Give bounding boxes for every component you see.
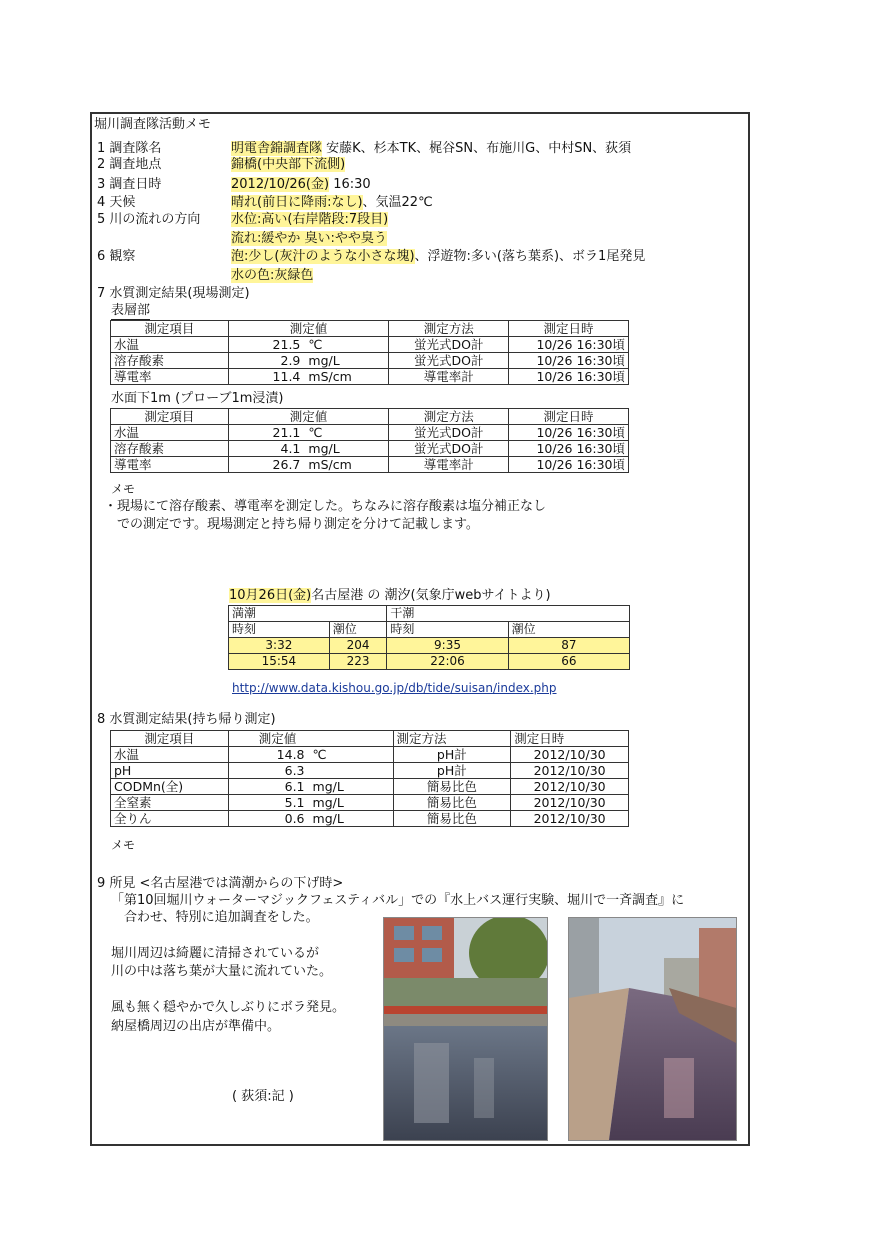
level-cell: 204	[329, 638, 387, 654]
tide-table	[228, 605, 630, 670]
level-cell: 66	[508, 654, 629, 670]
table-header-row	[111, 409, 629, 425]
item-cell: 全窒素	[111, 795, 229, 811]
method-cell: 蛍光式DO計	[389, 353, 509, 369]
date-cell: 2012/10/30	[511, 763, 629, 779]
header-cell: 潮位	[508, 622, 629, 638]
table-row	[111, 425, 629, 441]
memo-label: メモ	[111, 482, 136, 496]
observation-line-1: 堀川周辺は綺麗に清掃されているが	[111, 946, 320, 961]
tide-source-link[interactable]: http://www.data.kishou.go.jp/db/tide/suisan/index.php	[232, 681, 557, 695]
date-cell: 10/26 16:30頃	[509, 441, 629, 457]
header-cell: 測定項目	[111, 409, 229, 425]
table-row	[111, 457, 629, 473]
high-tide-header: 満潮	[229, 606, 387, 622]
table-row	[111, 441, 629, 457]
header-cell: 潮位	[329, 622, 387, 638]
table-header-row	[111, 321, 629, 337]
tide-subheader-row	[229, 622, 630, 638]
item-cell: 水温	[111, 337, 229, 353]
table-row	[229, 638, 630, 654]
item-2-label: 2 調査地点	[97, 157, 162, 172]
item-1-value: 明電舎錦調査隊 安藤K、杉本TK、梶谷SN、布施川G、中村SN、荻須	[231, 141, 632, 156]
method-cell: 簡易比色	[393, 795, 511, 811]
signature: ( 荻須:記 )	[232, 1089, 294, 1104]
header-cell: 時刻	[229, 622, 330, 638]
item-4-value: 晴れ(前日に降雨:なし)、気温22℃	[231, 195, 433, 210]
table-row	[111, 747, 629, 763]
method-cell: pH計	[393, 763, 511, 779]
item-3-label: 3 調査日時	[97, 177, 162, 192]
header-cell: 測定日時	[511, 731, 629, 747]
observation-line-4: 納屋橋周辺の出店が準備中。	[111, 1019, 281, 1034]
item-cell: pH	[111, 763, 229, 779]
method-cell: 蛍光式DO計	[389, 441, 509, 457]
surface-table	[110, 320, 629, 385]
item-1-label: 1 調査隊名	[97, 141, 162, 156]
date-cell: 2012/10/30	[511, 811, 629, 827]
document-title: 堀川調査隊活動メモ	[94, 117, 212, 132]
value-cell: 6.3	[228, 763, 393, 779]
item-cell: CODMn(全)	[111, 779, 229, 795]
item-cell: 水温	[111, 747, 229, 763]
date-cell: 2012/10/30	[511, 779, 629, 795]
level-cell: 223	[329, 654, 387, 670]
header-cell: 測定値	[228, 321, 389, 337]
header-cell: 測定方法	[393, 731, 511, 747]
under-label: 水面下1m (プローブ1m浸漬)	[111, 391, 284, 406]
value-cell: 0.6 mg/L	[228, 811, 393, 827]
date-cell: 10/26 16:30頃	[509, 425, 629, 441]
river-photo-2	[568, 917, 737, 1141]
memo-line-2: での測定です。現場測定と持ち帰り測定を分けて記載します。	[117, 517, 479, 532]
table-row	[111, 811, 629, 827]
value-cell: 21.5 ℃	[228, 337, 389, 353]
item-5-label: 5 川の流れの方向	[97, 212, 201, 227]
item-6-label: 6 観察	[97, 249, 136, 264]
under-table	[110, 408, 629, 473]
method-cell: pH計	[393, 747, 511, 763]
section9-line-2: 合わせ、特別に追加調査をした。	[124, 910, 319, 925]
value-cell: 14.8 ℃	[228, 747, 393, 763]
item-5-value: 水位:高い(右岸階段:7段目)	[231, 212, 389, 227]
memo-line-1: ・現場にて溶存酸素、導電率を測定した。ちなみに溶存酸素は塩分補正なし	[104, 499, 547, 514]
item-6-value: 泡:少し(灰汁のような小さな塊)、浮遊物:多い(落ち葉系)、ボラ1尾発見	[231, 249, 646, 264]
date-cell: 10/26 16:30頃	[509, 457, 629, 473]
method-cell: 導電率計	[389, 369, 509, 385]
method-cell: 蛍光式DO計	[389, 337, 509, 353]
level-cell: 87	[508, 638, 629, 654]
header-cell: 測定値	[228, 409, 389, 425]
table-row	[111, 353, 629, 369]
item-cell: 導電率	[111, 369, 229, 385]
table-row	[111, 795, 629, 811]
time-cell: 3:32	[229, 638, 330, 654]
date-cell: 2012/10/30	[511, 795, 629, 811]
date-cell: 10/26 16:30頃	[509, 369, 629, 385]
section9-heading: 9 所見 <名古屋港では満潮からの下げ時>	[97, 876, 344, 891]
value-cell: 21.1 ℃	[228, 425, 389, 441]
tide-title: 10月26日(金)名古屋港 の 潮汐(気象庁webサイトより)	[229, 588, 551, 603]
method-cell: 簡易比色	[393, 811, 511, 827]
item-cell: 溶存酸素	[111, 353, 229, 369]
method-cell: 導電率計	[389, 457, 509, 473]
observation-line-2: 川の中は落ち葉が大量に流れていた。	[111, 964, 333, 979]
value-cell: 2.9 mg/L	[228, 353, 389, 369]
item-cell: 溶存酸素	[111, 441, 229, 457]
time-cell: 9:35	[387, 638, 508, 654]
header-cell: 測定項目	[111, 321, 229, 337]
item-cell: 全りん	[111, 811, 229, 827]
table-row	[111, 369, 629, 385]
item-cell: 導電率	[111, 457, 229, 473]
table-row	[229, 654, 630, 670]
table-header-row	[111, 731, 629, 747]
table-row	[111, 779, 629, 795]
item-6-value-2: 水の色:灰緑色	[231, 268, 314, 283]
item-3-value: 2012/10/26(金) 16:30	[231, 177, 371, 192]
value-cell: 4.1 mg/L	[228, 441, 389, 457]
date-cell: 2012/10/30	[511, 747, 629, 763]
time-cell: 22:06	[387, 654, 508, 670]
section7-heading: 7 水質測定結果(現場測定)	[97, 286, 250, 301]
tide-header-row	[229, 606, 630, 622]
item-2-value: 錦橋(中央部下流側)	[231, 157, 346, 172]
header-cell: 測定方法	[389, 409, 509, 425]
table-row	[111, 337, 629, 353]
method-cell: 蛍光式DO計	[389, 425, 509, 441]
time-cell: 15:54	[229, 654, 330, 670]
section8-heading: 8 水質測定結果(持ち帰り測定)	[97, 712, 276, 727]
method-cell: 簡易比色	[393, 779, 511, 795]
surface-label: 表層部	[111, 303, 151, 318]
section9-line-1: 「第10回堀川ウォーターマジックフェスティバル」での『水上バス運行実験、堀川で一斉調査』に	[111, 893, 685, 908]
value-cell: 11.4 mS/cm	[228, 369, 389, 385]
header-cell: 測定項目	[111, 731, 229, 747]
date-cell: 10/26 16:30頃	[509, 337, 629, 353]
date-cell: 10/26 16:30頃	[509, 353, 629, 369]
river-photo-1	[383, 917, 548, 1141]
header-cell: 測定値	[228, 731, 393, 747]
header-cell: 測定方法	[389, 321, 509, 337]
header-cell: 測定日時	[509, 321, 629, 337]
value-cell: 6.1 mg/L	[228, 779, 393, 795]
memo-label-2: メモ	[111, 838, 136, 852]
header-cell: 測定日時	[509, 409, 629, 425]
observation-line-3: 風も無く穏やかで久しぶりにボラ発見。	[111, 1000, 346, 1015]
low-tide-header: 干潮	[387, 606, 630, 622]
header-cell: 時刻	[387, 622, 508, 638]
lab-table	[110, 730, 629, 827]
value-cell: 5.1 mg/L	[228, 795, 393, 811]
item-5-value-2: 流れ:緩やか 臭い:やや臭う	[231, 231, 387, 246]
value-cell: 26.7 mS/cm	[228, 457, 389, 473]
item-4-label: 4 天候	[97, 195, 136, 210]
item-cell: 水温	[111, 425, 229, 441]
table-row	[111, 763, 629, 779]
